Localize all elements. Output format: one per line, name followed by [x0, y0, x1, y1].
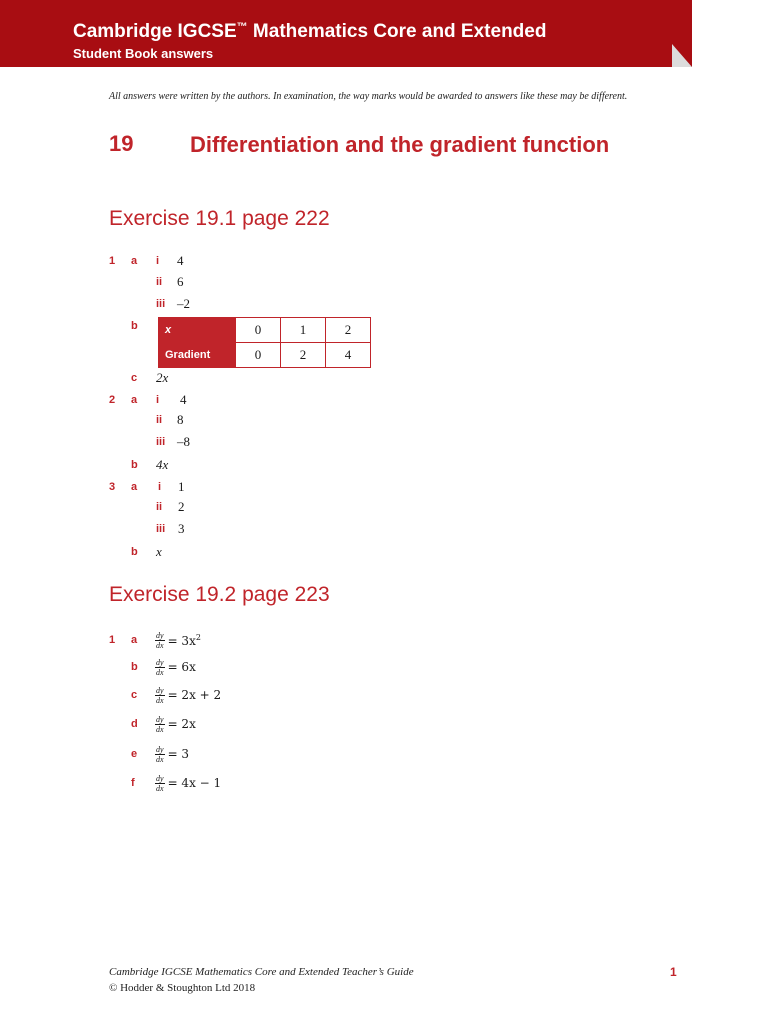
- answer-value: 2: [178, 499, 185, 514]
- table-cell: 4: [326, 343, 371, 368]
- dy-dx-fraction: [155, 631, 165, 650]
- derivative-equation: [155, 742, 189, 766]
- subpart-label: ii: [156, 276, 163, 288]
- answer-value: x: [156, 544, 162, 559]
- part-label: a: [131, 394, 138, 406]
- fraction-denominator: dx: [156, 640, 164, 650]
- question-number: 1: [109, 634, 116, 646]
- fraction-numerator: dy: [156, 657, 164, 667]
- equation-rhs: [168, 688, 222, 702]
- subpart-label: iii: [156, 436, 166, 448]
- equation-expression: = 6x: [167, 660, 196, 674]
- equation-rhs: [168, 633, 201, 648]
- part-label: b: [131, 320, 138, 332]
- equation-rhs: [168, 717, 196, 731]
- dy-dx-fraction: [155, 658, 165, 677]
- derivative-equation: [155, 628, 201, 652]
- fraction-numerator: dy: [156, 714, 164, 724]
- question-number: 3: [109, 481, 116, 493]
- footer-copyright: © Hodder & Stoughton Ltd 2018: [109, 982, 256, 994]
- header-page-fold: [672, 44, 692, 67]
- table-row-header: x: [159, 318, 236, 343]
- subpart-label: i: [156, 394, 160, 406]
- answer-value: 8: [177, 412, 184, 427]
- table-row: [159, 318, 371, 343]
- disclaimer: All answers were written by the authors. In examination, the way marks would be awarded to answers like these may be different.: [109, 91, 628, 102]
- equation-rhs: [168, 747, 190, 761]
- exercise-19-1-heading: Exercise 19.1 page 222: [109, 207, 330, 230]
- part-label: f: [131, 777, 135, 789]
- fraction-denominator: dx: [156, 754, 164, 764]
- table-row: [159, 343, 371, 368]
- fraction-denominator: dx: [156, 783, 164, 793]
- table-cell: 1: [281, 318, 326, 343]
- subpart-label: iii: [156, 298, 166, 310]
- dy-dx-fraction: [155, 715, 165, 734]
- part-label: d: [131, 718, 138, 730]
- dy-dx-fraction: [155, 686, 165, 705]
- dy-dx-fraction: [155, 774, 165, 793]
- part-label: c: [131, 689, 138, 701]
- dy-dx-fraction: [155, 745, 165, 764]
- answer-value: 3: [178, 521, 185, 536]
- header-title: Cambridge IGCSE™ Mathematics Core and Extended: [73, 21, 547, 42]
- table-cell: 0: [236, 318, 281, 343]
- fraction-denominator: dx: [156, 695, 164, 705]
- derivative-equation: [155, 712, 196, 736]
- answer-value: –2: [177, 296, 190, 311]
- subpart-label: ii: [156, 501, 163, 513]
- part-label: a: [131, 634, 138, 646]
- equation-rhs: [168, 776, 222, 790]
- part-label: a: [131, 255, 138, 267]
- equation-expression: = 2x + 2: [167, 688, 222, 702]
- part-label: b: [131, 459, 138, 471]
- equation-expression: = 3x: [167, 633, 196, 648]
- page-number: 1: [670, 965, 677, 979]
- fraction-numerator: dy: [156, 744, 164, 754]
- part-label: e: [131, 748, 138, 760]
- chapter-title: Differentiation and the gradient function: [190, 132, 610, 157]
- answer-value: 6: [177, 274, 184, 289]
- table-cell: 2: [326, 318, 371, 343]
- footer-book-title: Cambridge IGCSE Mathematics Core and Extended Teacher’s Guide: [109, 966, 414, 978]
- equation-rhs: [168, 660, 196, 674]
- part-label: b: [131, 546, 138, 558]
- answer-value: 4: [180, 392, 187, 407]
- fraction-denominator: dx: [156, 667, 164, 677]
- exercise-19-2-heading: Exercise 19.2 page 223: [109, 583, 330, 606]
- equation-expression: = 4x − 1: [167, 776, 222, 790]
- part-label: b: [131, 661, 138, 673]
- subpart-label: i: [156, 255, 160, 267]
- equation-exponent: 2: [195, 632, 201, 642]
- answer-value: 4: [177, 253, 184, 268]
- chapter-number: 19: [109, 131, 134, 156]
- part-label: c: [131, 372, 138, 384]
- answer-value: –8: [177, 434, 190, 449]
- question-number: 2: [109, 394, 116, 406]
- header-subtitle: Student Book answers: [73, 46, 214, 61]
- table-cell: 2: [281, 343, 326, 368]
- equation-expression: = 2x: [167, 717, 196, 731]
- part-label: a: [131, 481, 138, 493]
- derivative-equation: [155, 771, 221, 795]
- table-cell: 0: [236, 343, 281, 368]
- subpart-label: i: [158, 481, 162, 493]
- answer-value: 2x: [156, 370, 169, 385]
- equation-expression: = 3: [167, 747, 190, 761]
- answer-value: 1: [178, 479, 185, 494]
- fraction-numerator: dy: [156, 685, 164, 695]
- fraction-numerator: dy: [156, 630, 164, 640]
- subpart-label: ii: [156, 414, 163, 426]
- derivative-equation: [155, 655, 196, 679]
- table-row-header: Gradient: [159, 343, 236, 368]
- fraction-denominator: dx: [156, 724, 164, 734]
- fraction-numerator: dy: [156, 773, 164, 783]
- question-number: 1: [109, 255, 116, 267]
- answer-value: 4x: [156, 457, 169, 472]
- subpart-label: iii: [156, 523, 166, 535]
- gradient-table: [158, 317, 371, 368]
- derivative-equation: [155, 683, 221, 707]
